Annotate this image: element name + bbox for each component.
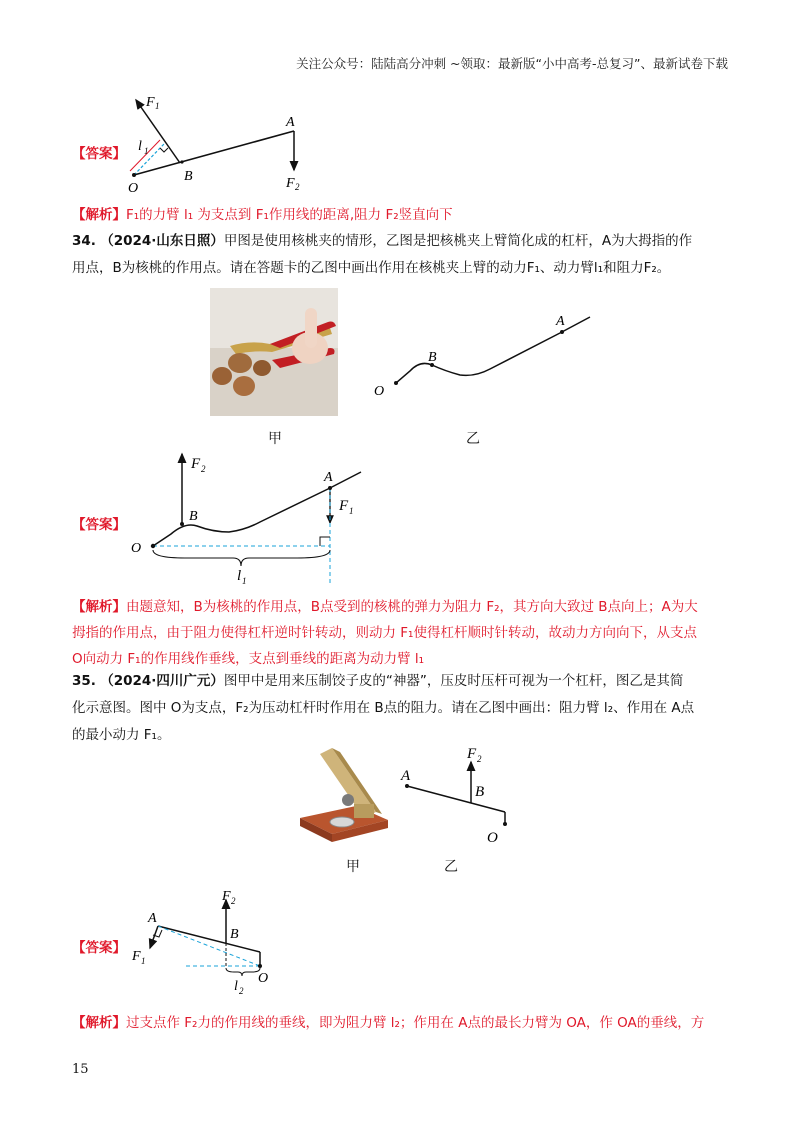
q35-ans-label-l2-sub: 2 <box>239 986 244 996</box>
q33-label-f2: F <box>286 176 295 191</box>
q33-analysis <box>72 202 453 228</box>
q33-label-l1-sub: 1 <box>144 146 149 156</box>
q35-text-line2: 化示意图。图中 O为支点，F₂为压动杠杆时作用在 B点的阻力。请在乙图中画出：阻力臂 l₂、作用在 A点 <box>72 700 695 716</box>
q34-question <box>72 228 732 282</box>
q35-yi-label-a: A <box>401 768 411 784</box>
q33-answer-diagram <box>120 88 320 198</box>
q35-yi-label-f2: F <box>467 746 477 762</box>
q34-ans-label-f1-sub: 1 <box>349 506 354 516</box>
q35-analysis <box>72 1010 732 1036</box>
q35-ans-label-f2: F <box>222 889 231 904</box>
q34-number: 34. <box>72 233 96 249</box>
nutcracker-photo <box>210 288 338 416</box>
analysis-label: 【解析】 <box>72 207 126 223</box>
q35-analysis-line1: 过支点作 F₂力的作用线的垂线，即为阻力臂 l₂；作用在 A点的最长力臂为 OA，作 OA的垂线，方 <box>126 1015 705 1031</box>
q33-label-o: O <box>128 181 139 196</box>
q34-analysis-line2: 拇指的作用点，由于阻力使得杠杆逆时针转动，则动力 F₁使得杠杆顺时针转动，故动力方向向下，从支点 <box>72 625 697 641</box>
q33-label-l1: l <box>138 139 142 154</box>
q34-ans-label-o: O <box>131 541 142 556</box>
q34-ans-label-f2-sub: 2 <box>201 464 206 474</box>
q34-ans-label-l1-sub: 1 <box>242 576 247 586</box>
q35-text-line3: 的最小动力 F₁。 <box>72 727 171 743</box>
q34-yi-label-o: O <box>374 384 385 399</box>
q34-yi-diagram <box>370 305 600 405</box>
q34-analysis <box>72 594 732 672</box>
q34-text-line2: 用点，B为核桃的作用点。请在答题卡的乙图中画出作用在核桃夹上臂的动力F₁、动力臂l₁和阻力F₂。 <box>72 260 671 276</box>
q34-ans-label-b: B <box>189 509 198 524</box>
q34-caption-yi: 乙 <box>466 431 480 447</box>
answer-label: 【答案】 <box>72 146 126 162</box>
q34-ans-label-f1: F <box>339 498 349 514</box>
q35-analysis-label: 【解析】 <box>72 1015 126 1031</box>
q33-label-f2-sub: 2 <box>295 182 300 192</box>
q35-caption-jia: 甲 <box>346 859 360 875</box>
page-header: 关注公众号：陆陆高分冲刺 ~领取：最新版“小中高考-总复习”、最新试卷下载 <box>296 56 728 71</box>
q35-ans-label-f1-sub: 1 <box>141 956 146 966</box>
q34-ans-label-f2: F <box>191 456 201 472</box>
q35-ans-label-f2-sub: 2 <box>231 896 236 906</box>
q33-label-f1: F <box>146 95 155 110</box>
q33-label-b: B <box>184 169 193 184</box>
q34-ans-label-a: A <box>324 470 333 485</box>
q35-ans-label-f1: F <box>132 949 141 964</box>
q34-analysis-line3: O向动力 F₁的作用线作垂线，支点到垂线的距离为动力臂 l₁ <box>72 651 425 667</box>
q35-question <box>72 668 732 749</box>
q34-text-line1: 甲图是使用核桃夹的情形，乙图是把核桃夹上臂简化成的杠杆，A为大拇指的作 <box>223 233 693 249</box>
q35-yi-diagram <box>395 744 525 854</box>
q35-ans-label-b: B <box>230 927 239 942</box>
q35-ans-label-l2: l <box>234 979 238 994</box>
q35-source: （2024·四川广元） <box>100 673 224 689</box>
q35-yi-label-b: B <box>475 784 485 800</box>
q35-answer-label: 【答案】 <box>72 940 126 956</box>
q35-yi-label-f2-sub: 2 <box>477 754 482 764</box>
q34-answer-label: 【答案】 <box>72 517 126 533</box>
q35-yi-label-o: O <box>487 830 498 846</box>
q35-answer-diagram <box>126 888 286 998</box>
page-number: 15 <box>72 1062 89 1077</box>
q34-analysis-line1: 由题意知，B为核桃的作用点，B点受到的核桃的弹力为阻力 F₂，其方向大致过 B点向上；A为大 <box>126 599 698 615</box>
q34-source: （2024·山东日照） <box>100 233 224 249</box>
q33-analysis-text: F₁的力臂 l₁ 为支点到 F₁作用线的距离,阻力 F₂竖直向下 <box>126 207 453 223</box>
q34-yi-label-a: A <box>556 314 565 329</box>
dumpling-press-photo <box>296 744 392 844</box>
q35-caption-yi: 乙 <box>444 859 458 875</box>
q34-answer-diagram <box>125 448 375 588</box>
q35-number: 35. <box>72 673 96 689</box>
q34-yi-label-b: B <box>428 350 437 365</box>
q34-analysis-label: 【解析】 <box>72 599 126 615</box>
q35-ans-label-o: O <box>258 971 269 986</box>
q33-label-f1-sub: 1 <box>155 101 160 111</box>
q34-ans-label-l1: l <box>237 568 242 584</box>
q33-label-a: A <box>286 115 295 130</box>
q35-text-line1: 图甲中是用来压制饺子皮的“神器”，压皮时压杆可视为一个杠杆，图乙是其简 <box>223 673 684 689</box>
q35-ans-label-a: A <box>148 911 157 926</box>
q34-caption-jia: 甲 <box>268 431 282 447</box>
